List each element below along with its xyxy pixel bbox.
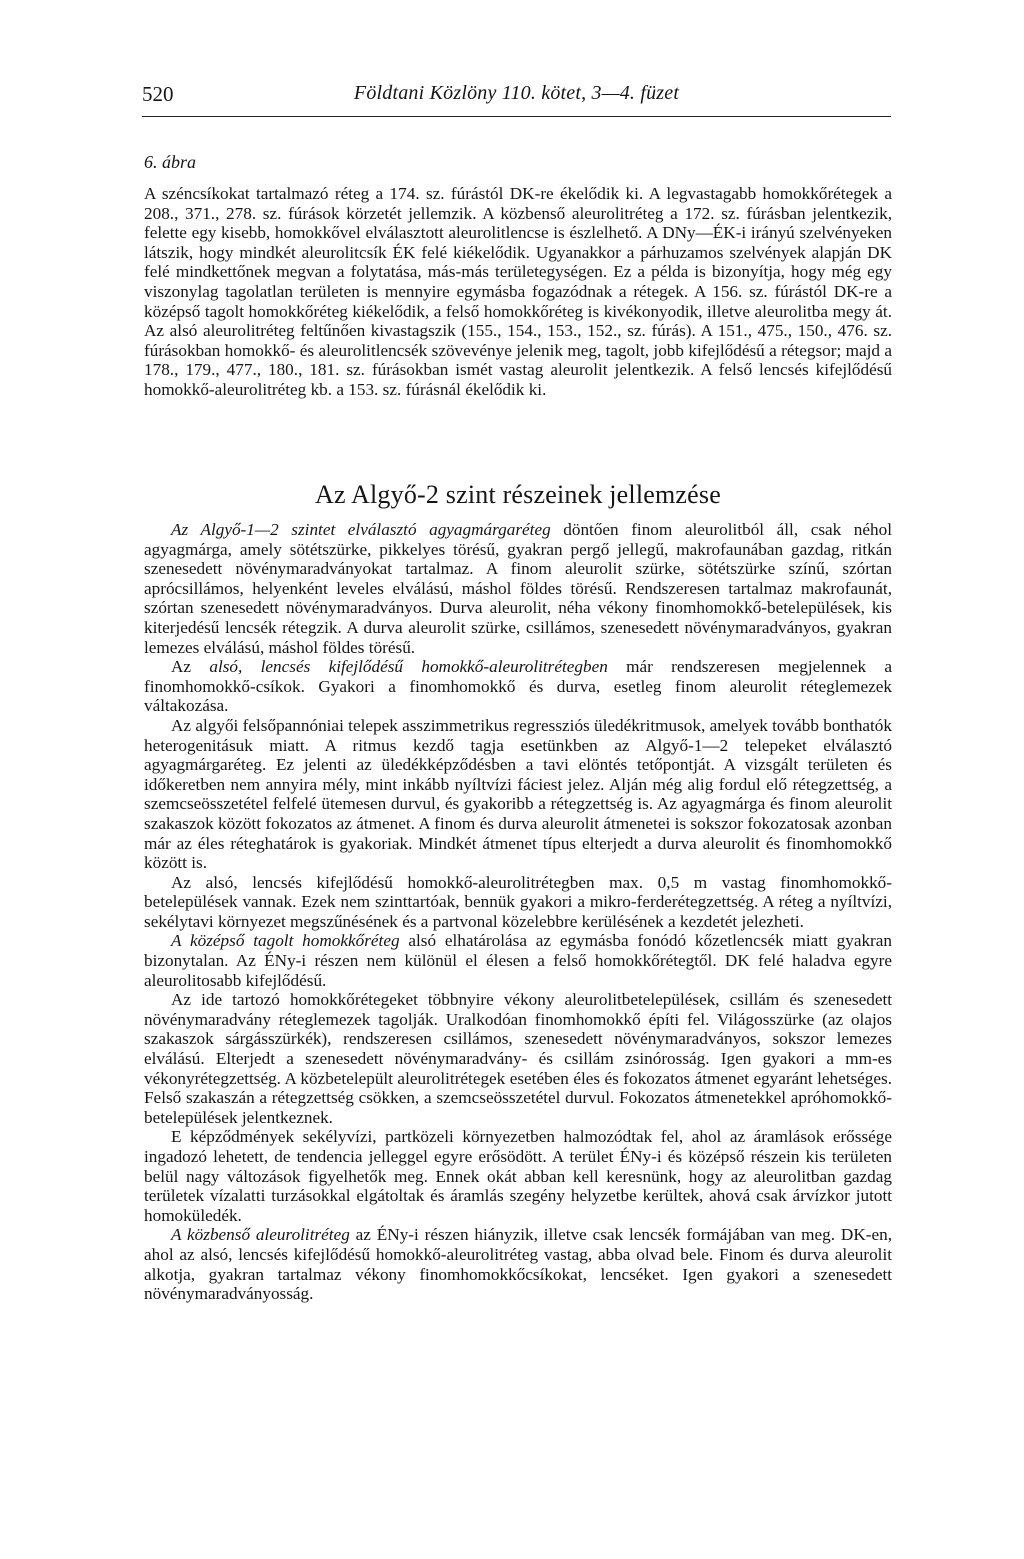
paragraph-2-emphasis: alsó, lencsés kifejlődésű homokkő-aleurolitrétegben <box>209 657 608 677</box>
paragraph-1-emphasis: Az Algyő-1—2 szintet elválasztó agyagmárgaréteg <box>171 520 551 539</box>
section-body <box>144 520 892 1304</box>
paragraph-2 <box>144 657 892 716</box>
figure-caption: A széncsíkokat tartalmazó réteg a 174. sz. fúrástól DK-re ékelődik ki. A legvastagabb homokkőrétegek a 208., 371., 278. sz. fúrások körzetét jellemzik. A közbenső aleurolitréteg a 172. sz. fúrásban jelentkezik, felette egy kisebb, homokkővel elválasztott aleurolitlencse is észlelhető. A DNy—ÉK-i irányú szelvényeken látszik, hogy mindkét aleurolitcsík ÉK felé kiékelődik. Ugyanakkor a párhuzamos szelvények alapján DK felé mindkettőnek megvan a folytatása, más-más területegységen. Ez a példa is bizonyítja, hogy még egy viszonylag tagolatlan területen is mennyire egymásba fogazódnak a rétegek. A 156. sz. fúrástól DK-re a középső tagolt homokkőréteg kiékelődik, a felső homokkőréteg is kivékonyodik, illetve aleurolitba megy át. Az alsó aleurolitréteg feltűnően kivastagszik (155., 154., 153., 152., sz. fúrás). A 151., 475., 150., 476. sz. fúrásokban homokkő- és aleurolitlencsék szövevénye jelenik meg, tagolt, jobb kifejlődésű a rétegsor; majd a 178., 179., 477., 180., 181. sz. fúrásokban ismét vastag aleurolit jelentkezik. A felső lencsés kifejlődésű homokkő-aleurolitréteg kb. a 153. sz. fúrásnál ékelődik ki. <box>144 184 892 399</box>
paragraph-1-text: döntően finom aleurolitból áll, csak néhol agyagmárga, amely sötétszürke, pikkelyes törésű, gyakran pergő jellegű, makrofaunában gazdag, ritkán szenesedett növénymaradványokat tartalmaz. A finom aleurolit szürke, sötétszürke színű, szórtan aprócsillámos, helyenként leveles elválású, máshol földes törésű. Rendszeresen tartalmaz makrofaunát, szórtan szenesedett növénymaradványos. Durva aleurolit, néha vékony finomhomokkő-betelepülések, kis kiterjedésű lencsék rétegzik. A durva aleurolit szürke, csillámos, szenesedett növénymaradványos, gyakran lemezes elválású, máshol földes törésű. <box>144 520 892 657</box>
figure-label: 6. ábra <box>144 152 197 172</box>
paragraph-8-text: az ÉNy-i részen hiányzik, illetve csak lencsék formájában van meg. DK-en, ahol az alsó, lencsés kifejlődésű homokkő-aleurolitréteg vastag, abba olvad bele. Finom és durva aleurolit alkotja, gyakran tartalmaz vékony finomhomokkőcsíkokat, lencséket. Igen gyakori a szenesedett növénymaradványosság. <box>144 1225 892 1304</box>
page-number: 520 <box>142 82 174 106</box>
paragraph-2-text: már rendszeresen megjelennek a finomhomokkő-csíkok. Gyakori a finomhomokkő és durva, esetleg finom aleurolit réteglemezek váltakozása. <box>144 657 892 716</box>
paragraph-1 <box>144 520 892 657</box>
paragraph-4: Az alsó, lencsés kifejlődésű homokkő-aleurolitrétegben max. 0,5 m vastag finomhomokkő-betelepülések vannak. Ezek nem szinttartóak, bennük gyakori a mikro-ferderétegzettség. A réteg a nyíltvízi, sekélytavi környezet megszűnésének és a partvonal közelebbre kerülésének a kezdetét jelezheti. <box>144 872 892 931</box>
section-title: Az Algyő-2 szint részeinek jellemzése <box>315 480 721 509</box>
paragraph-7: E képződmények sekélyvízi, partközeli környezetben halmozódtak fel, ahol az áramlások erőssége ingadozó lehetett, de tendencia jelleggel egyre erősödött. A terület ÉNy-i és középső részein kis területen belül nagy változások figyelhetők meg. Ennek okát abban kell keresnünk, hogy az aleurolitban gazdag területek vízalatti turzásokkal elgátoltak és áramlás szegény helyzetbe kerültek, ahová csak árvízkor jutott homoküledék. <box>144 1127 892 1225</box>
paragraph-6: Az ide tartozó homokkőrétegeket többnyire vékony aleurolitbetelepülések, csillám és szenesedett növénymaradvány réteglemezek tagolják. Uralkodóan finomhomokkő építi fel. Világosszürke (az olajos szakaszok sárgásszürkék), rendszeresen csillámos, szenesedett növénymaradványos, sokszor lemezes elválású. Elterjedt a szenesedett növénymaradvány- és csillám zsinórosság. Igen gyakori a mm-es vékonyrétegzettség. A közbetelepült aleurolitrétegek esetében éles és fokozatos átmenet egyaránt lehetséges. Felső szakaszán a rétegzettség csökken, a szemcseösszetétel durvul. Fokozatos átmenetekkel apróhomokkő-betelepülések jelentkeznek. <box>144 990 892 1127</box>
paragraph-5-emphasis: A középső tagolt homokkőréteg <box>171 931 400 951</box>
paragraph-5 <box>144 931 892 990</box>
paragraph-8-emphasis: A közbenső aleurolitréteg <box>171 1225 350 1245</box>
running-title: Földtani Közlöny 110. kötet, 3—4. füzet <box>353 82 680 104</box>
paragraph-8 <box>144 1225 892 1303</box>
running-header <box>142 80 891 117</box>
paragraph-5-text: alsó elhatárolása az egymásba fonódó kőzetlencsék miatt gyakran bizonytalan. Az ÉNy-i részen nem különül el élesen a felső homokkőrétegtől. DK felé haladva egyre aleurolitosabb kifejlődésű. <box>144 931 892 990</box>
paragraph-2-lead: Az <box>171 657 210 677</box>
paragraph-3: Az algyői felsőpannóniai telepek asszimmetrikus regressziós üledékritmusok, amelyek tovább bonthatók heterogenitásuk miatt. A ritmus kezdő tagja esetünkben az Algyő-1—2 telepeket elválasztó agyagmárgaréteg. Ez jelenti az üledékképződésben a tavi elöntés tetőpontját. A vizsgált területen és időkeretben nem annyira mély, mint inkább nyíltvízi fáciest jelez. Alján még alig fordul elő rétegzettség, a szemcseösszetétel felfelé ütemesen durvul, és gyakoribb a rétegzettség is. Az agyagmárga és finom aleurolit szakaszok között fokozatos az átmenet. A finom és durva aleurolit átmenetei is sokszor fokozatosak azonban már az éles réteghatárok is gyakoriak. Mindkét átmenet típus elterjedt a durva aleurolit és finomhomokkő között is. <box>144 715 892 873</box>
